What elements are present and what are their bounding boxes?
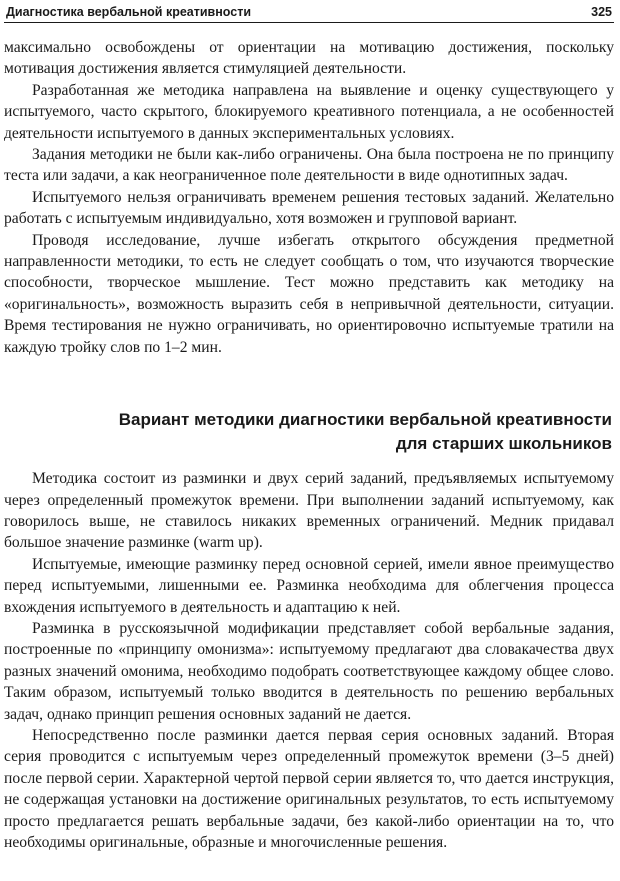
body-text-bottom	[4, 468, 614, 853]
paragraph: максимально освобождены от ориентации на мотивацию достижения, поскольку мотивация достижения является стимуляцией деятельности.	[4, 39, 614, 78]
body-text-top	[4, 37, 614, 358]
paragraph: Задания методики не были как-либо ограничены. Она была построена не по принципу теста или задачи, а как неограниченное поле деятельности в виде однотипных задач.	[4, 146, 614, 185]
section-heading-line: Вариант методики диагностики вербальной креативности	[118, 410, 612, 430]
running-header	[4, 0, 614, 23]
paragraph: Непосредственно после разминки дается первая серия основных заданий. Вторая серия проводится с испытуемым через определенный промежуток времени (3–5 дней) после первой серии. Характерной чертой первой серии является то, что дается инструкция, не содержащая установки на достижение оригинальных результатов, то есть испытуемому просто предлагается решать вербальные задачи, без какой-либо ориентации на то, что необходимы оригинальные, образные и многочисленные решения.	[4, 726, 614, 851]
section-heading	[4, 408, 612, 456]
section-heading-line: для старших школьников	[395, 434, 612, 454]
page-number: 325	[591, 5, 612, 19]
paragraph: Методика состоит из разминки и двух серий заданий, предъявляемых испытуемому через определенный промежуток времени. При выполнении заданий испытуемому, как говорилось выше, не ставилось никаких временных ограничений. Медник придавал большое значение разминке (warm up).	[4, 470, 614, 552]
paragraph: Разминка в русскоязычной модификации представляет собой вербальные задания, построенные по «принципу омонизма»: испытуемому предлагают два словакачества двух разных значений омонима, необходимо подобрать соответствующее каждому общее слово. Таким образом, испытуемый только вводится в деятельность по решению вербальных задач, однако принцип решения основных заданий не дается.	[4, 619, 614, 723]
paragraph: Проводя исследование, лучше избегать открытого обсуждения предметной направленности методики, то есть не следует сообщать о том, что изучаются творческие способности, творческое мышление. Тест можно представить как методику на «оригинальность», возможность выразить себя в непривычной деятельности, ситуации. Время тестирования не нужно ограничивать, но ориентировочно испытуемые тратили на каждую тройку слов по 1–2 мин.	[4, 231, 614, 356]
running-title: Диагностика вербальной креативности	[6, 5, 252, 19]
paragraph: Испытуемые, имеющие разминку перед основной серией, имели явное преимущество перед испытуемыми, лишенными ее. Разминка необходима для облегчения процесса вхождения испытуемого в деятельность и адаптацию к ней.	[4, 555, 614, 616]
paragraph: Испытуемого нельзя ограничивать временем решения тестовых заданий. Желательно работать с испытуемым индивидуально, хотя возможен и групповой вариант.	[4, 188, 614, 228]
paragraph: Разработанная же методика направлена на выявление и оценку существующего у испытуемого, часто скрытого, блокируемого креативного потенциала, а не особенностей деятельности испытуемого в данных экспериментальных условиях.	[4, 81, 614, 142]
